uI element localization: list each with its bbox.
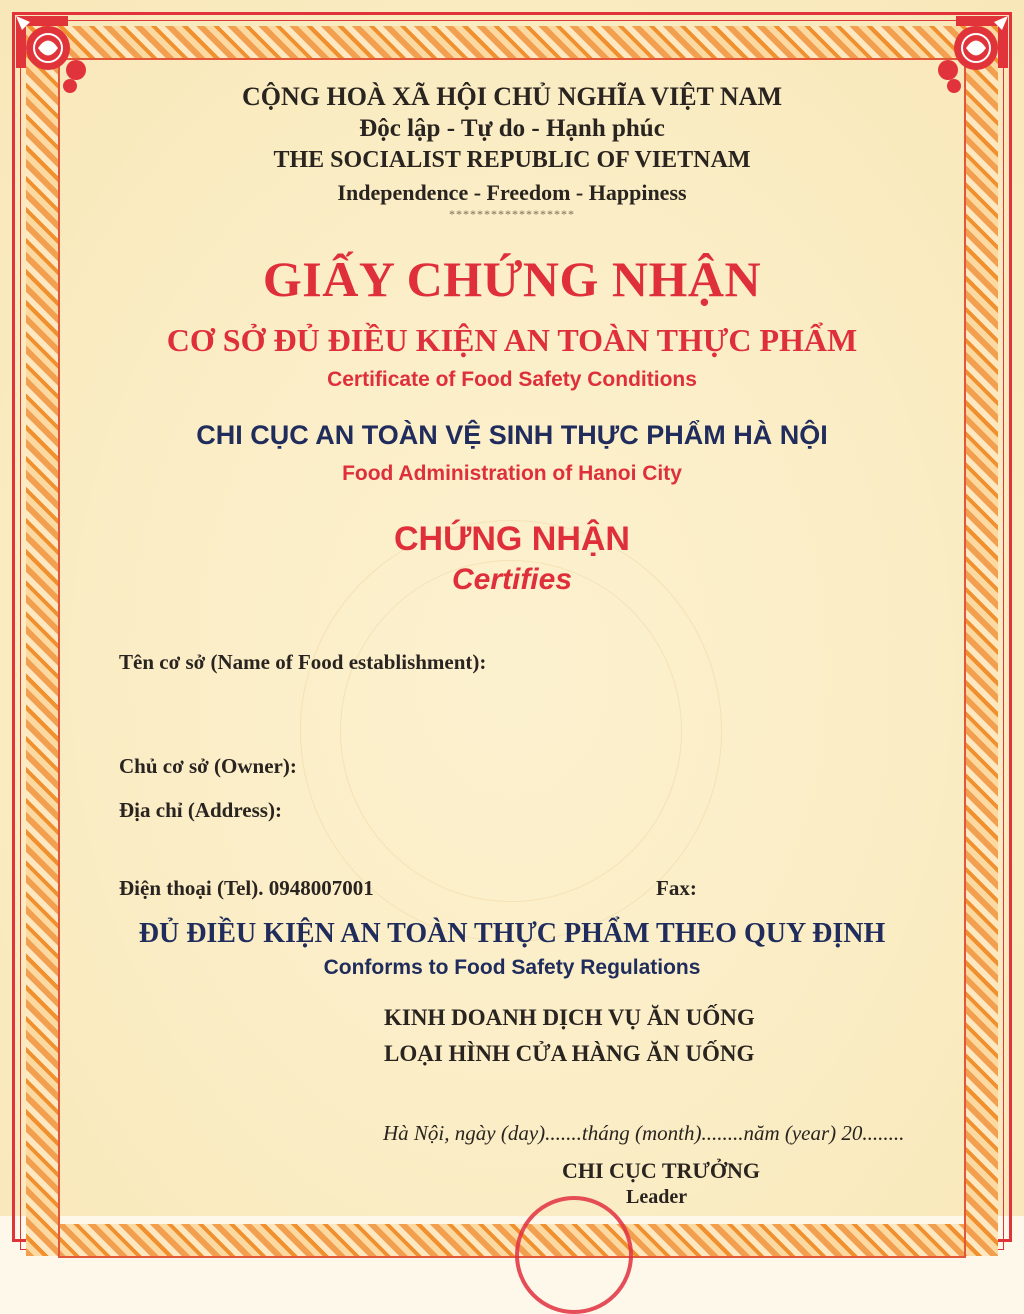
business-type-line-1: KINH DOANH DỊCH VỤ ĂN UỐNG [384, 1005, 755, 1030]
establishment-name-field: Tên cơ sở (Name of Food establishment): [119, 650, 487, 674]
telephone-field: Điện thoại (Tel). 0948007001 [119, 876, 374, 900]
certificate-subtitle-en: Certificate of Food Safety Conditions [327, 368, 697, 391]
fax-field: Fax: [656, 876, 697, 900]
certificate-title: GIẤY CHỨNG NHẬN [262, 251, 762, 307]
separator: ****************** [449, 207, 575, 221]
conformance-statement-en: Conforms to Food Safety Regulations [323, 956, 701, 979]
motto-vi: Độc lập - Tự do - Hạnh phúc [359, 115, 665, 142]
national-name-en: THE SOCIALIST REPUBLIC OF VIETNAM [273, 147, 751, 173]
certifies-heading-en: Certifies [451, 563, 573, 596]
signatory-title-vi: CHI CỤC TRƯỞNG [562, 1158, 761, 1183]
business-type-line-2: LOẠI HÌNH CỬA HÀNG ĂN UỐNG [384, 1041, 755, 1066]
owner-field: Chủ cơ sở (Owner): [119, 754, 297, 778]
certificate-subtitle-vi: CƠ SỞ ĐỦ ĐIỀU KIỆN AN TOÀN THỰC PHẨM [166, 322, 858, 358]
agency-name-vi: CHI CỤC AN TOÀN VỆ SINH THỰC PHẨM HÀ NỘI [196, 420, 828, 450]
issue-date-line: Hà Nội, ngày (day).......tháng (month)........năm (year) 20........ [383, 1121, 905, 1145]
certifies-heading-vi: CHỨNG NHẬN [394, 520, 630, 558]
official-seal-icon [515, 1196, 633, 1314]
signatory-title-en: Leader [626, 1186, 688, 1208]
agency-name-en: Food Administration of Hanoi City [342, 462, 682, 485]
national-name-vi: CỘNG HOÀ XÃ HỘI CHỦ NGHĨA VIỆT NAM [241, 82, 783, 111]
motto-en: Independence - Freedom - Happiness [337, 180, 687, 205]
conformance-statement-vi: ĐỦ ĐIỀU KIỆN AN TOÀN THỰC PHẨM THEO QUY ĐỊNH [138, 918, 886, 949]
address-field: Địa chỉ (Address): [119, 798, 282, 822]
